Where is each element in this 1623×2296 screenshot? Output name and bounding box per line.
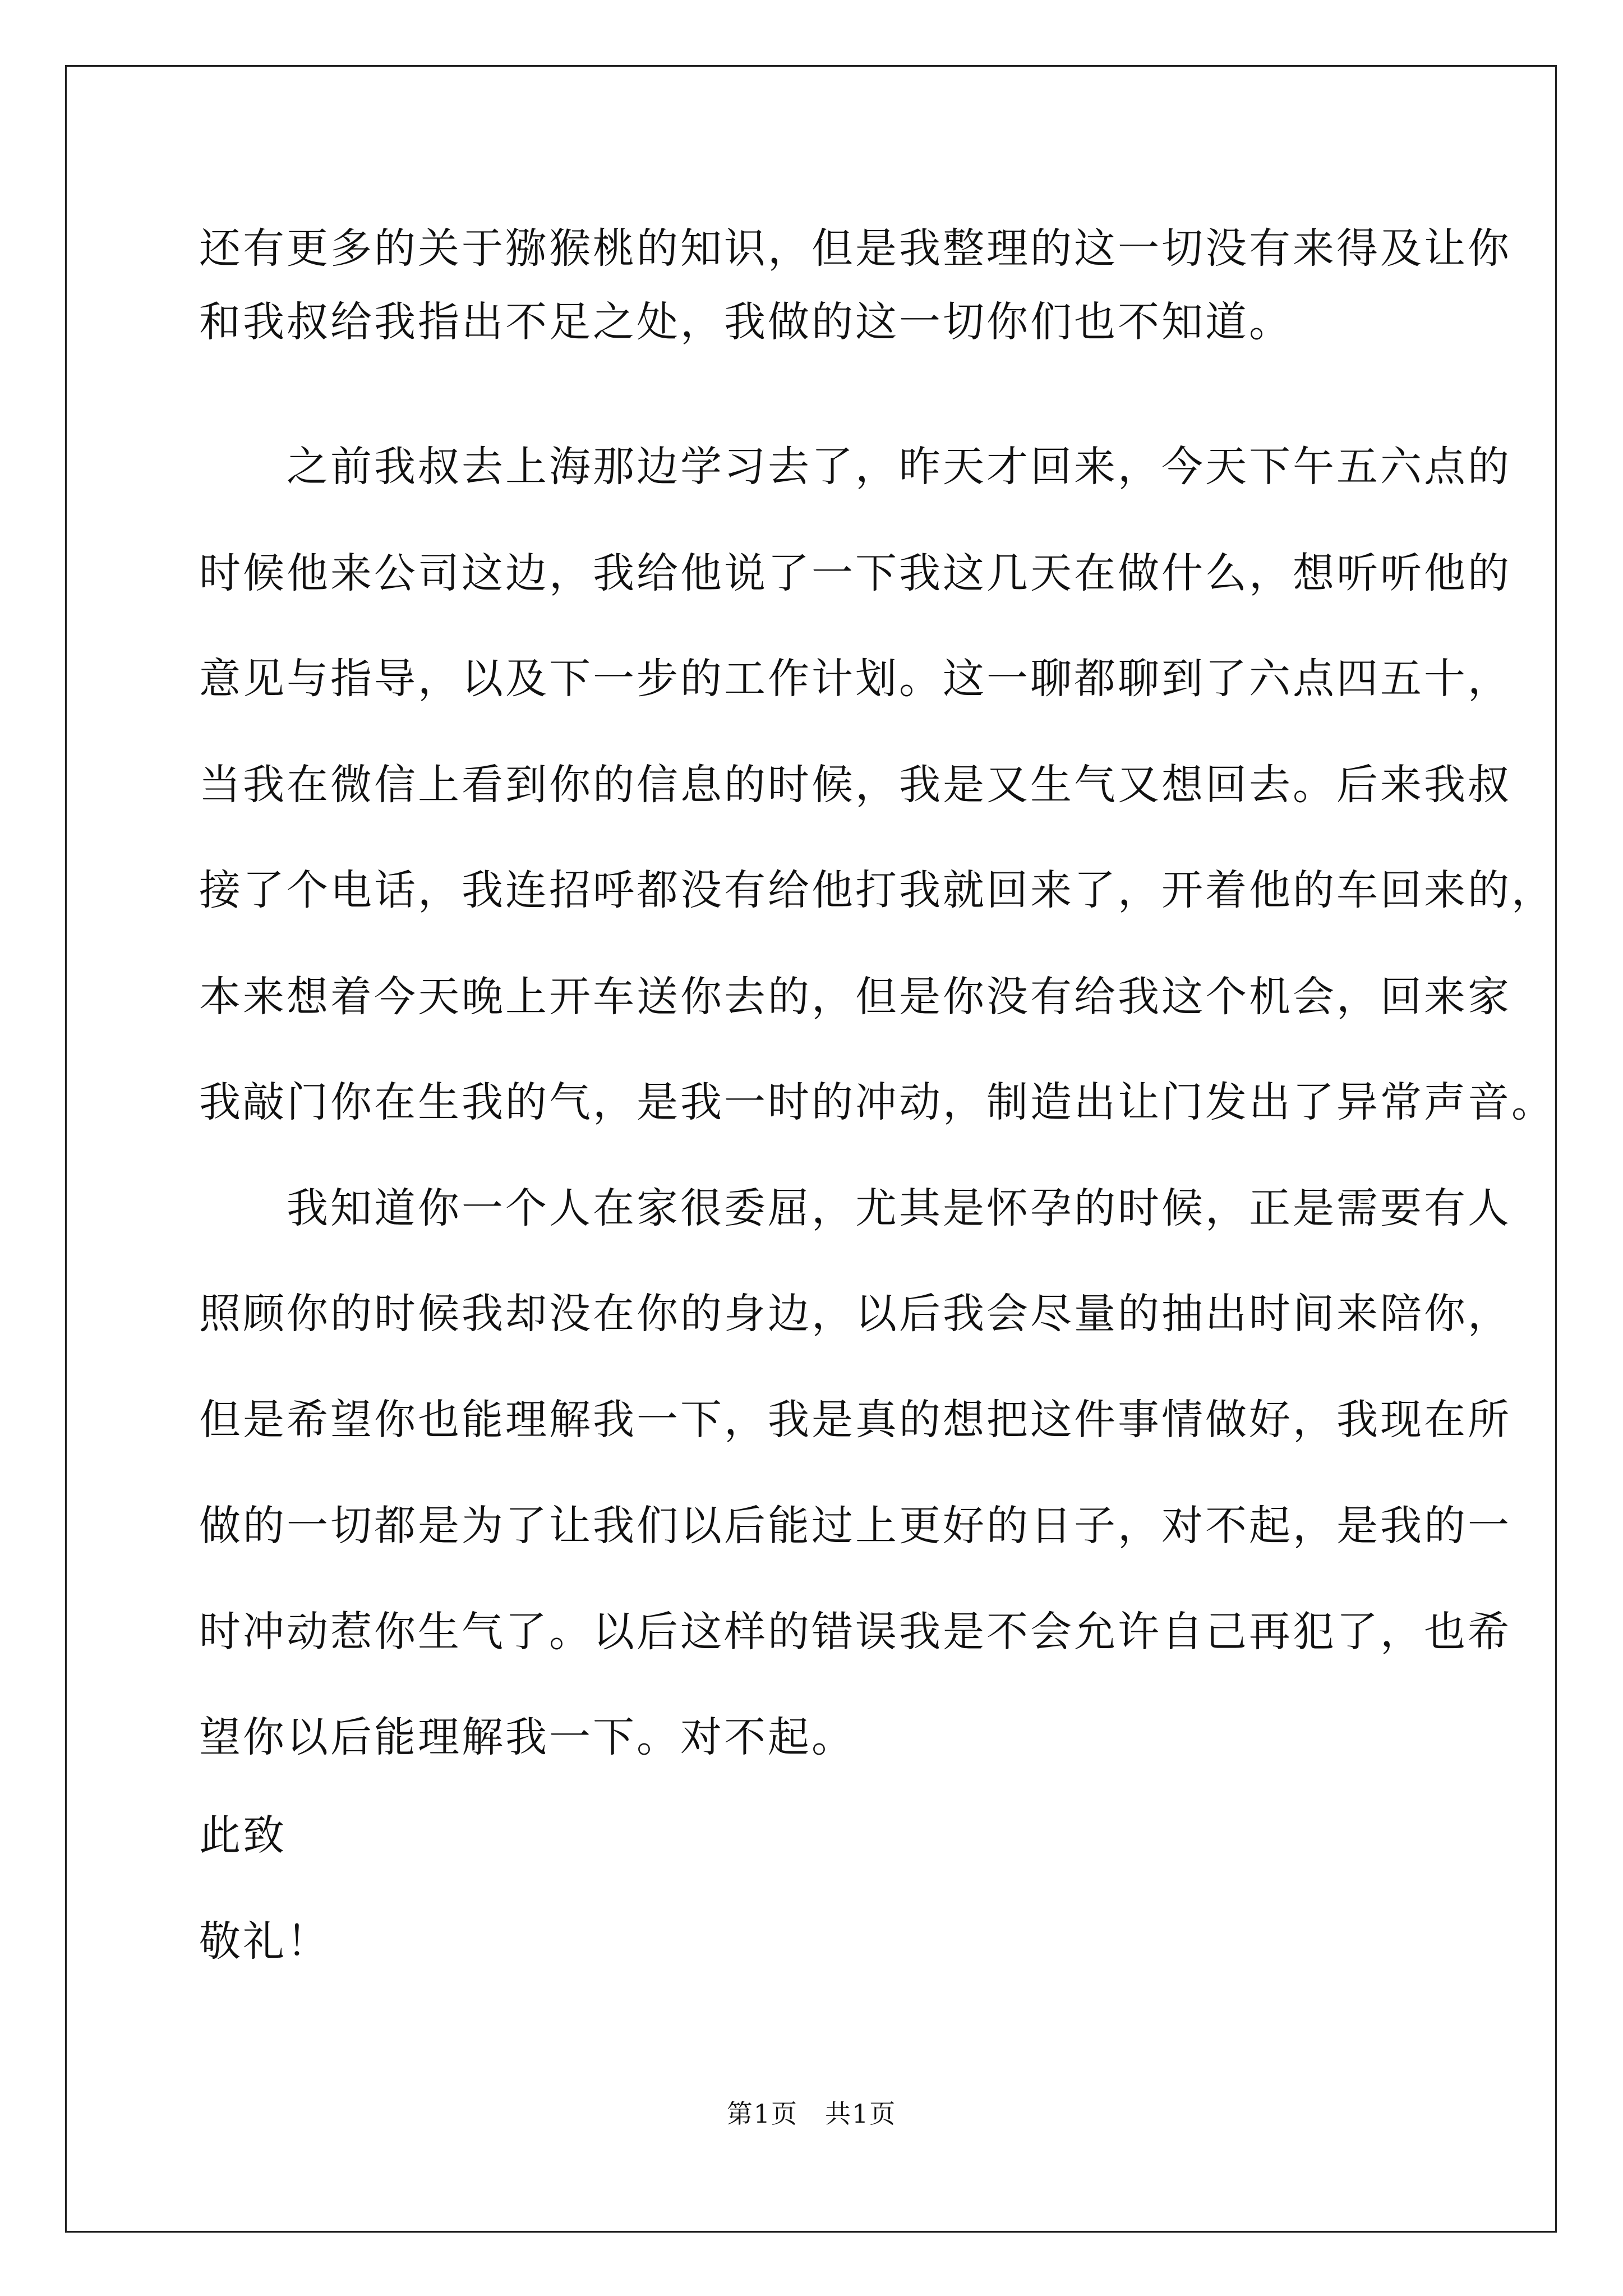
closing-regards: 敬礼！ xyxy=(199,1917,330,1966)
text-line: 本来想着今天晚上开车送你去的，但是你没有给我这个机会，回来家 xyxy=(199,973,1511,1021)
text-line: 接了个电话，我连招呼都没有给他打我就回来了，开着他的车回来的， xyxy=(199,866,1555,914)
text-line: 做的一切都是为了让我们以后能过上更好的日子，对不起，是我的一 xyxy=(199,1502,1511,1550)
page-number-footer: 第1页 共1页 xyxy=(726,2099,897,2129)
text-line: 照顾你的时候我却没在你的身边，以后我会尽量的抽出时间来陪你， xyxy=(199,1290,1511,1338)
text-line: 意见与指导，以及下一步的工作计划。这一聊都聊到了六点四五十， xyxy=(199,655,1511,703)
text-line: 我知道你一个人在家很委屈，尤其是怀孕的时候，正是需要有人 xyxy=(199,1184,1511,1232)
text-line: 和我叔给我指出不足之处，我做的这一切你们也不知道。 xyxy=(199,298,1293,346)
text-line: 时候他来公司这边，我给他说了一下我这几天在做什么，想听听他的 xyxy=(199,549,1511,597)
closing-salutation: 此致 xyxy=(199,1811,287,1860)
text-line: 但是希望你也能理解我一下，我是真的想把这件事情做好，我现在所 xyxy=(199,1396,1511,1444)
text-line: 还有更多的关于猕猴桃的知识，但是我整理的这一切没有来得及让你 xyxy=(199,224,1511,273)
text-line: 望你以后能理解我一下。对不起。 xyxy=(199,1713,855,1761)
text-line: 我敲门你在生我的气，是我一时的冲动，制造出让门发出了异常声音。 xyxy=(199,1078,1555,1126)
page-border xyxy=(65,65,1557,2233)
text-line: 之前我叔去上海那边学习去了，昨天才回来，今天下午五六点的 xyxy=(199,443,1511,491)
text-line: 时冲动惹你生气了。以后这样的错误我是不会允许自己再犯了，也希 xyxy=(199,1608,1511,1656)
text-line: 当我在微信上看到你的信息的时候，我是又生气又想回去。后来我叔 xyxy=(199,761,1511,809)
